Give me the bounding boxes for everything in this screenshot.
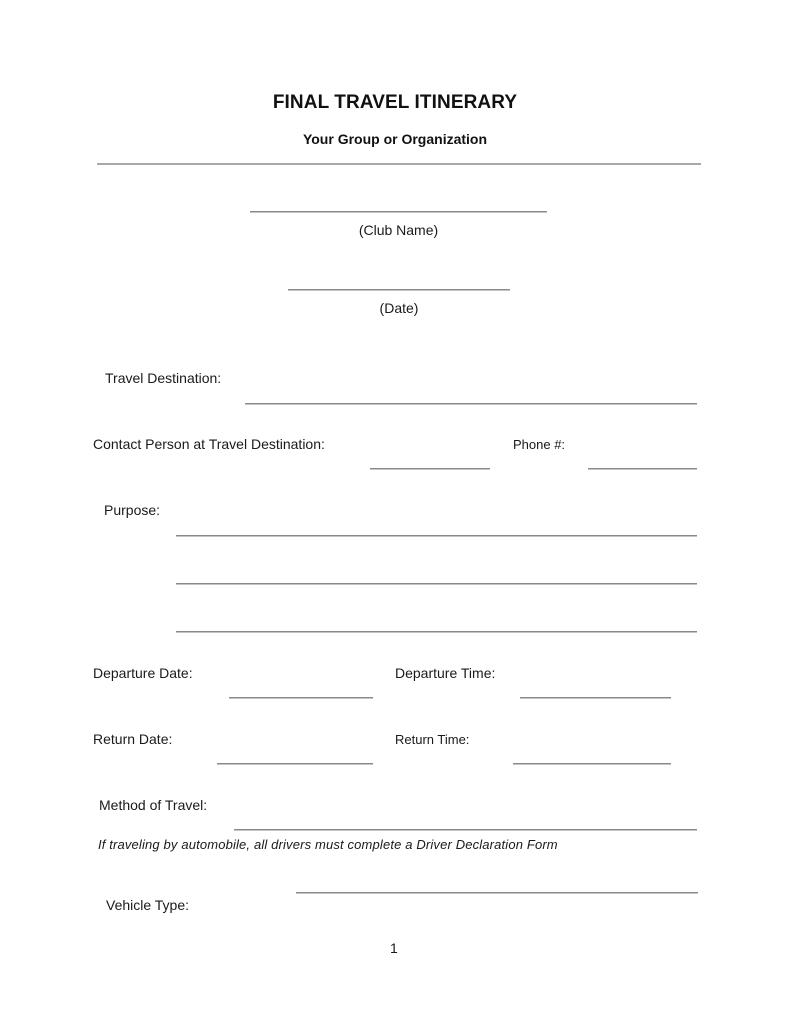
club-name-field[interactable]	[250, 211, 547, 213]
travel-destination-field[interactable]	[245, 403, 697, 405]
departure-time-label: Departure Time:	[395, 665, 496, 681]
date-field[interactable]	[288, 289, 510, 291]
vehicle-type-label: Vehicle Type:	[106, 897, 190, 913]
vehicle-type-field[interactable]	[296, 892, 698, 894]
contact-person-field[interactable]	[370, 468, 490, 470]
contact-person-label: Contact Person at Travel Destination:	[93, 436, 325, 452]
method-of-travel-field[interactable]	[234, 829, 697, 831]
departure-date-label: Departure Date:	[93, 665, 193, 681]
return-time-field[interactable]	[513, 763, 671, 765]
travel-destination-label: Travel Destination:	[105, 370, 222, 386]
date-caption: (Date)	[379, 300, 419, 316]
departure-date-field[interactable]	[229, 697, 373, 699]
return-date-label: Return Date:	[93, 731, 173, 747]
header-divider	[97, 163, 701, 165]
return-time-label: Return Time:	[395, 732, 470, 747]
purpose-field-line-2[interactable]	[176, 583, 697, 585]
purpose-field-line-3[interactable]	[176, 631, 697, 633]
method-of-travel-label: Method of Travel:	[99, 797, 208, 813]
phone-label: Phone #:	[513, 437, 566, 452]
phone-field[interactable]	[588, 468, 697, 470]
departure-time-field[interactable]	[520, 697, 671, 699]
purpose-label: Purpose:	[104, 502, 161, 518]
page-title: FINAL TRAVEL ITINERARY	[272, 92, 518, 113]
purpose-field-line-1[interactable]	[176, 535, 697, 537]
driver-declaration-note: If traveling by automobile, all drivers must complete a Driver Declaration Form	[98, 837, 558, 852]
page-subtitle: Your Group or Organization	[302, 131, 488, 147]
return-date-field[interactable]	[217, 763, 373, 765]
club-name-caption: (Club Name)	[358, 222, 439, 238]
page-number: 1	[390, 940, 398, 956]
